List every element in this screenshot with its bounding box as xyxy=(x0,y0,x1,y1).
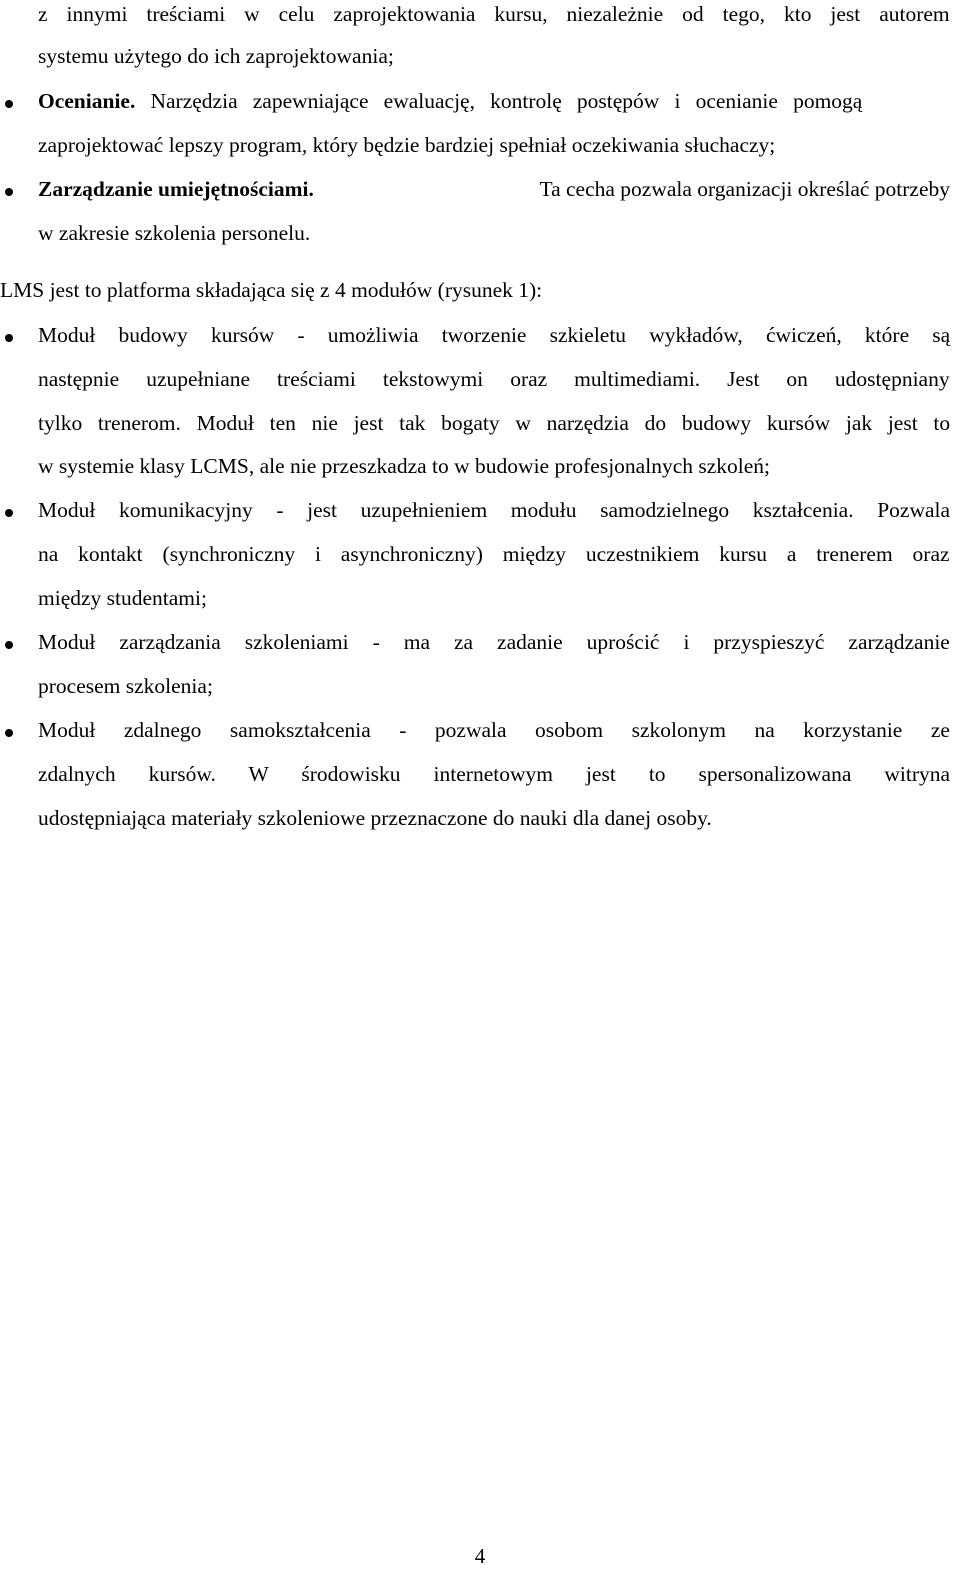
text-line: Moduł budowy kursów - umożliwia tworzenie szkieletu wykładów, ćwiczeń, które są xyxy=(38,323,951,347)
bullet-icon xyxy=(5,509,13,517)
text-line: z innymi treściami w celu zaprojektowania kursu, niezależnie od tego, kto jest autorem xyxy=(38,2,950,26)
text-line: na kontakt (synchroniczny i asynchroniczny) między uczestnikiem kursu a trenerem oraz xyxy=(38,542,950,566)
text-line: zaprojektować lepszy program, który będzie bardziej spełniał oczekiwania słuchaczy; xyxy=(38,133,776,157)
text-line xyxy=(38,179,950,201)
bullet-icon xyxy=(5,729,13,737)
bullet-term: Zarządzanie umiejętnościami. xyxy=(38,177,314,201)
text-line: między studentami; xyxy=(38,586,207,610)
bullet-icon xyxy=(5,100,13,108)
text-line xyxy=(38,91,862,113)
bullet-text: Ta cecha pozwala organizacji określać potrzeby xyxy=(539,177,950,201)
text-line: procesem szkolenia; xyxy=(38,674,213,698)
bullet-icon xyxy=(5,188,13,196)
text-line: systemu użytego do ich zaprojektowania; xyxy=(38,44,394,68)
bullet-icon xyxy=(5,334,13,342)
text-line: udostępniająca materiały szkoleniowe przeznaczone do nauki dla danej osoby. xyxy=(38,806,712,830)
bullet-term: Ocenianie. xyxy=(38,89,136,113)
bullet-icon xyxy=(5,641,13,649)
text-line: Moduł zarządzania szkoleniami - ma za zadanie uprościć i przyspieszyć zarządzanie xyxy=(38,630,950,654)
text-line: w zakresie szkolenia personelu. xyxy=(38,221,311,245)
bullet-text: Narzędzia zapewniające ewaluację, kontrolę postępów i ocenianie pomogą xyxy=(150,89,863,113)
text-line: zdalnych kursów. W środowisku internetowym jest to spersonalizowana witryna xyxy=(38,762,951,786)
paragraph-line: LMS jest to platforma składająca się z 4 modułów (rysunek 1): xyxy=(0,278,543,302)
text-line: tylko trenerom. Moduł ten nie jest tak bogaty w narzędzia do budowy kursów jak jest to xyxy=(38,411,951,435)
text-line: Moduł zdalnego samokształcenia - pozwala osobom szkolonym na korzystanie ze xyxy=(38,718,950,742)
text-line: w systemie klasy LCMS, ale nie przeszkadza to w budowie profesjonalnych szkoleń; xyxy=(38,454,771,478)
text-line: następnie uzupełniane treściami tekstowymi oraz multimediami. Jest on udostępniany xyxy=(38,367,950,391)
text-line: Moduł komunikacyjny - jest uzupełnieniem modułu samodzielnego kształcenia. Pozwala xyxy=(38,498,951,522)
page-number: 4 xyxy=(474,1544,486,1568)
